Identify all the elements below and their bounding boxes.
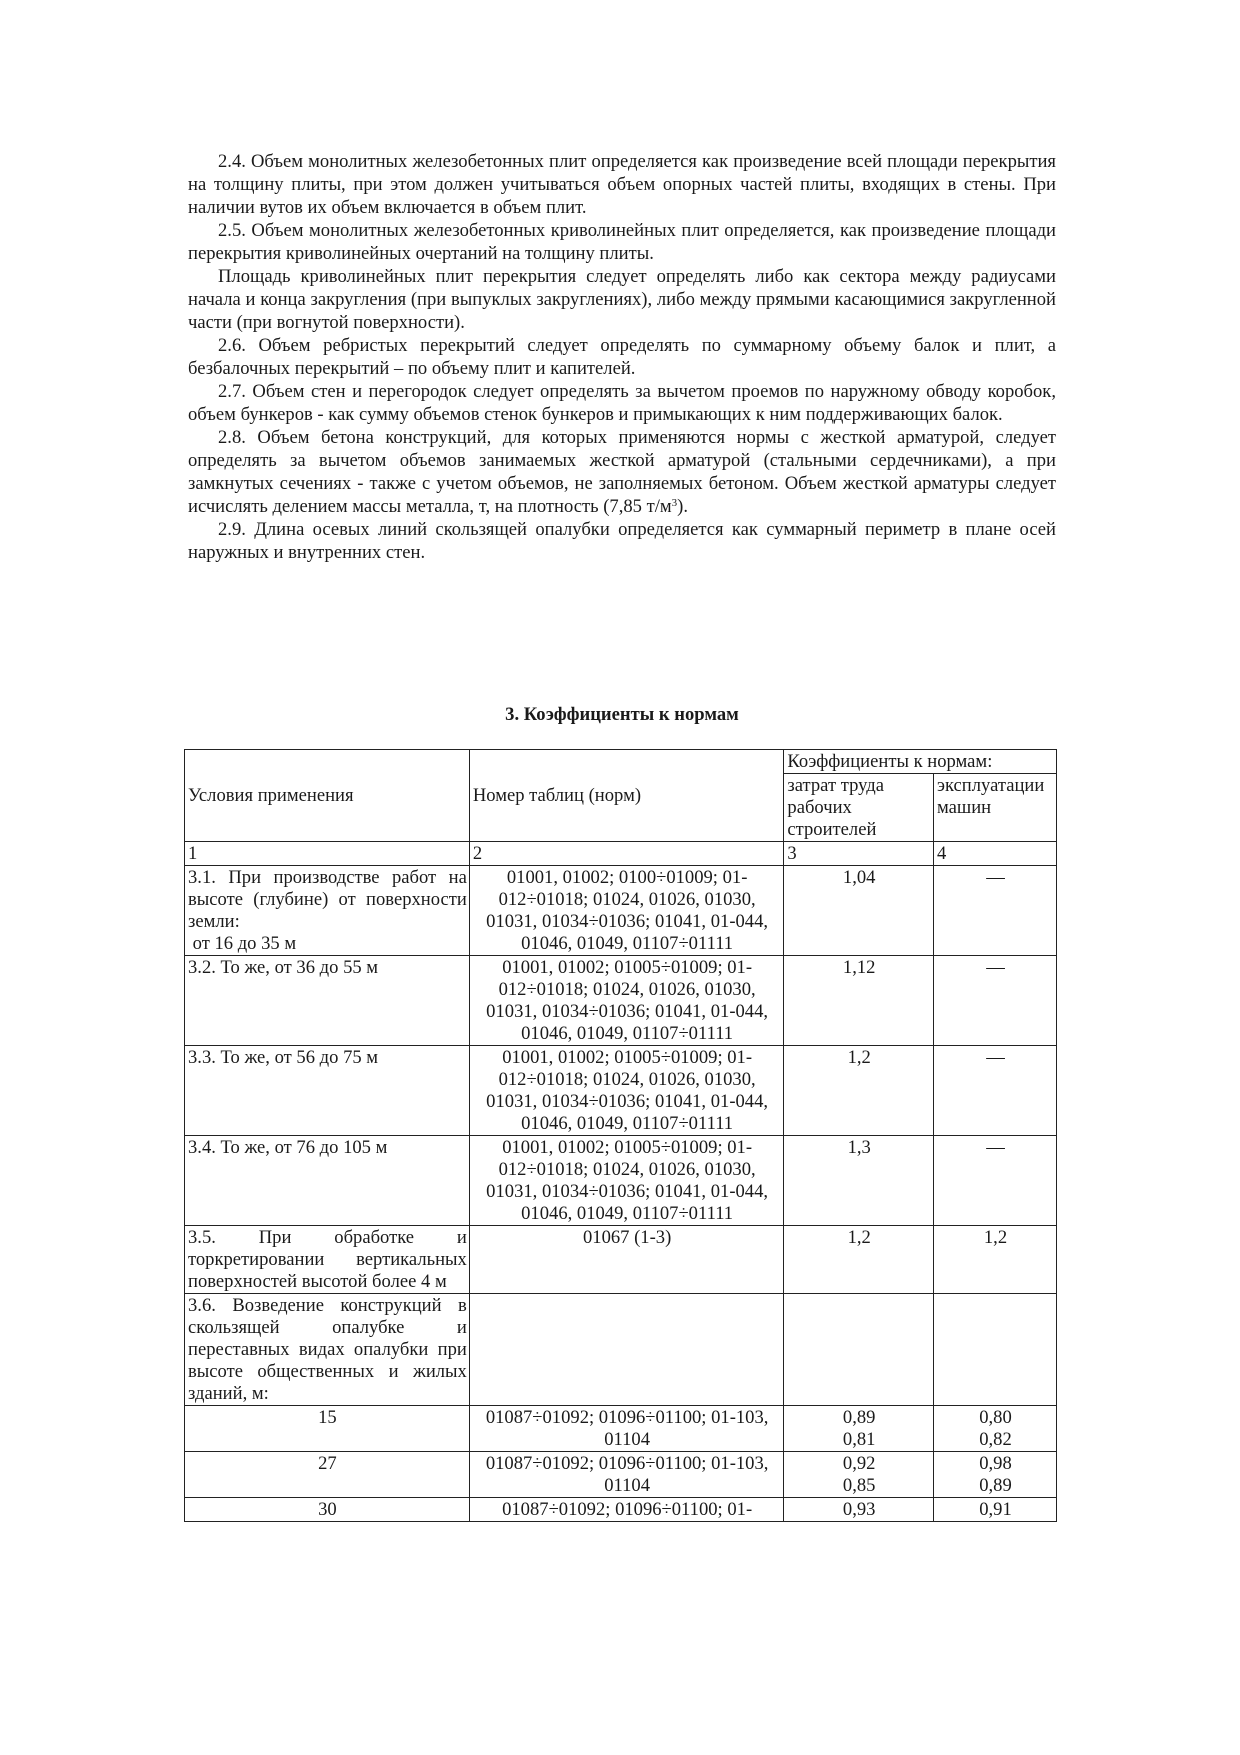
tables-cell: 01087÷01092; 01096÷01100; 01-	[469, 1498, 784, 1522]
column-number-4: 4	[934, 842, 1057, 866]
machines-value-1: 0,80	[979, 1407, 1012, 1428]
labor-coefficient: 1,2	[784, 1226, 934, 1294]
body-text	[188, 150, 1056, 564]
column-number-row	[185, 842, 1057, 866]
tables-cell: 01001, 01002; 01005÷01009; 01-012÷01018; 01024, 01026, 01030, 01031, 01034÷01036; 01041, 01-044, 01046, 01049, 01107÷01111	[469, 1136, 784, 1226]
machines-coefficient: —	[934, 866, 1057, 956]
condition-cell: 3.5. При обработке и торкретировании вертикальных поверхностей высотой более 4 м	[185, 1226, 470, 1294]
labor-value-2: 0,81	[842, 1429, 876, 1450]
machines-coefficient: 1,2	[934, 1226, 1057, 1294]
header-coefficients-group: Коэффициенты к нормам:	[784, 750, 1057, 774]
condition-cell	[185, 866, 470, 956]
table-row	[185, 1226, 1057, 1294]
table-row	[185, 1452, 1057, 1498]
tables-cell: 01001, 01002; 01005÷01009; 01-012÷01018; 01024, 01026, 01030, 01031, 01034÷01036; 01041, 01-044, 01046, 01049, 01107÷01111	[469, 1046, 784, 1136]
superscript-3: 3	[671, 497, 678, 509]
table-row	[185, 956, 1057, 1046]
paragraph-2-8-text: 2.8. Объем бетона конструкций, для которых применяются нормы с жесткой арматурой, следует определять за вычетом объемов занимаемых жесткой арматурой (стальными сердечниками), а при замкнутых сечениях - также с учетом объемов, не заполняемых бетоном. Объем жесткой арматуры следует исчислять делением массы металла, т, на плотность (7,85 т/м	[188, 427, 1056, 517]
tables-cell: 01001, 01002; 0100÷01009; 01-012÷01018; 01024, 01026, 01030, 01031, 01034÷01036; 01041, 01-044, 01046, 01049, 01107÷01111	[469, 866, 784, 956]
machines-value-1: 0,98	[979, 1453, 1012, 1474]
labor-value-1: 0,92	[842, 1453, 876, 1474]
labor-value-2: 0,85	[842, 1475, 876, 1496]
header-machines: эксплуатации машин	[934, 774, 1057, 842]
table-row	[185, 1046, 1057, 1136]
condition-cell: 3.6. Возведение конструкций в скользящей опалубке и переставных видах опалубки при высоте общественных и жилых зданий, м:	[185, 1294, 470, 1406]
header-table-numbers-label: Номер таблиц (норм)	[472, 785, 642, 806]
section-title: 3. Коэффициенты к нормам	[505, 704, 739, 725]
table-row	[185, 1406, 1057, 1452]
header-table-numbers	[469, 750, 784, 842]
table-row	[185, 1136, 1057, 1226]
machines-coefficient	[934, 1294, 1057, 1406]
column-number-1: 1	[185, 842, 470, 866]
header-conditions-label: Условия применения	[188, 785, 354, 806]
column-number-2: 2	[469, 842, 784, 866]
header-conditions	[185, 750, 470, 842]
paragraph-2-5: 2.5. Объем монолитных железобетонных криволинейных плит определяется, как произведение площади перекрытия криволинейных очертаний на толщину плиты.	[188, 220, 1056, 264]
table-row	[185, 866, 1057, 956]
height-cell: 27	[185, 1452, 470, 1498]
machines-coefficient: —	[934, 1136, 1057, 1226]
labor-coefficient	[784, 1406, 934, 1452]
tables-cell	[469, 1294, 784, 1406]
labor-coefficient	[784, 1294, 934, 1406]
condition-cell: 3.3. То же, от 56 до 75 м	[185, 1046, 470, 1136]
machines-value-2: 0,89	[979, 1475, 1012, 1496]
paragraph-2-9: 2.9. Длина осевых линий скользящей опалубки определяется как суммарный периметр в плане осей наружных и внутренних стен.	[188, 519, 1056, 563]
machines-coefficient	[934, 1452, 1057, 1498]
labor-value-1: 0,89	[842, 1407, 876, 1428]
machines-coefficient	[934, 1406, 1057, 1452]
condition-subtext: от 16 до 35 м	[188, 933, 297, 954]
machines-coefficient: —	[934, 956, 1057, 1046]
height-cell: 15	[185, 1406, 470, 1452]
paragraph-curved-slabs: Площадь криволинейных плит перекрытия следует определять либо как сектора между радиусами начала и конца закругления (при выпуклых закруглениях), либо между прямыми касающимися закругленной части (при вогнутой поверхности).	[188, 266, 1056, 333]
labor-coefficient: 1,12	[784, 956, 934, 1046]
machines-coefficient: —	[934, 1046, 1057, 1136]
coefficients-table	[184, 749, 1057, 1522]
condition-cell: 3.4. То же, от 76 до 105 м	[185, 1136, 470, 1226]
tables-cell: 01001, 01002; 01005÷01009; 01-012÷01018; 01024, 01026, 01030, 01031, 01034÷01036; 01041, 01-044, 01046, 01049, 01107÷01111	[469, 956, 784, 1046]
condition-text: 3.1. При производстве работ на высоте (глубине) от поверхности земли:	[188, 867, 467, 932]
labor-coefficient: 1,3	[784, 1136, 934, 1226]
labor-coefficient: 0,93	[784, 1498, 934, 1522]
tables-cell: 01067 (1-3)	[469, 1226, 784, 1294]
paragraph-2-8	[188, 426, 1056, 518]
paragraph-2-6: 2.6. Объем ребристых перекрытий следует определять по суммарному объему балок и плит, а безбалочных перекрытий – по объему плит и капителей.	[188, 335, 1056, 379]
labor-coefficient: 1,2	[784, 1046, 934, 1136]
paragraph-2-8-end: ).	[677, 496, 688, 517]
labor-coefficient: 1,04	[784, 866, 934, 956]
machines-value-2: 0,82	[979, 1429, 1012, 1450]
height-cell: 30	[185, 1498, 470, 1522]
paragraph-2-7: 2.7. Объем стен и перегородок следует определять за вычетом проемов по наружному обводу коробок, объем бункеров - как сумму объемов стенок бункеров и примыкающих к ним поддерживающих балок.	[188, 381, 1056, 425]
tables-cell: 01087÷01092; 01096÷01100; 01-103, 01104	[469, 1406, 784, 1452]
column-number-3: 3	[784, 842, 934, 866]
header-labor: затрат труда рабочих строителей	[784, 774, 934, 842]
paragraph-2-4: 2.4. Объем монолитных железобетонных плит определяется как произведение всей площади перекрытия на толщину плиты, при этом должен учитываться объем опорных частей плиты, входящих в стены. При наличии вутов их объем включается в объем плит.	[188, 151, 1056, 218]
labor-coefficient	[784, 1452, 934, 1498]
table-row	[185, 1498, 1057, 1522]
header-row	[185, 750, 1057, 774]
condition-cell: 3.2. То же, от 36 до 55 м	[185, 956, 470, 1046]
machines-coefficient: 0,91	[934, 1498, 1057, 1522]
tables-cell: 01087÷01092; 01096÷01100; 01-103, 01104	[469, 1452, 784, 1498]
table-row	[185, 1294, 1057, 1406]
